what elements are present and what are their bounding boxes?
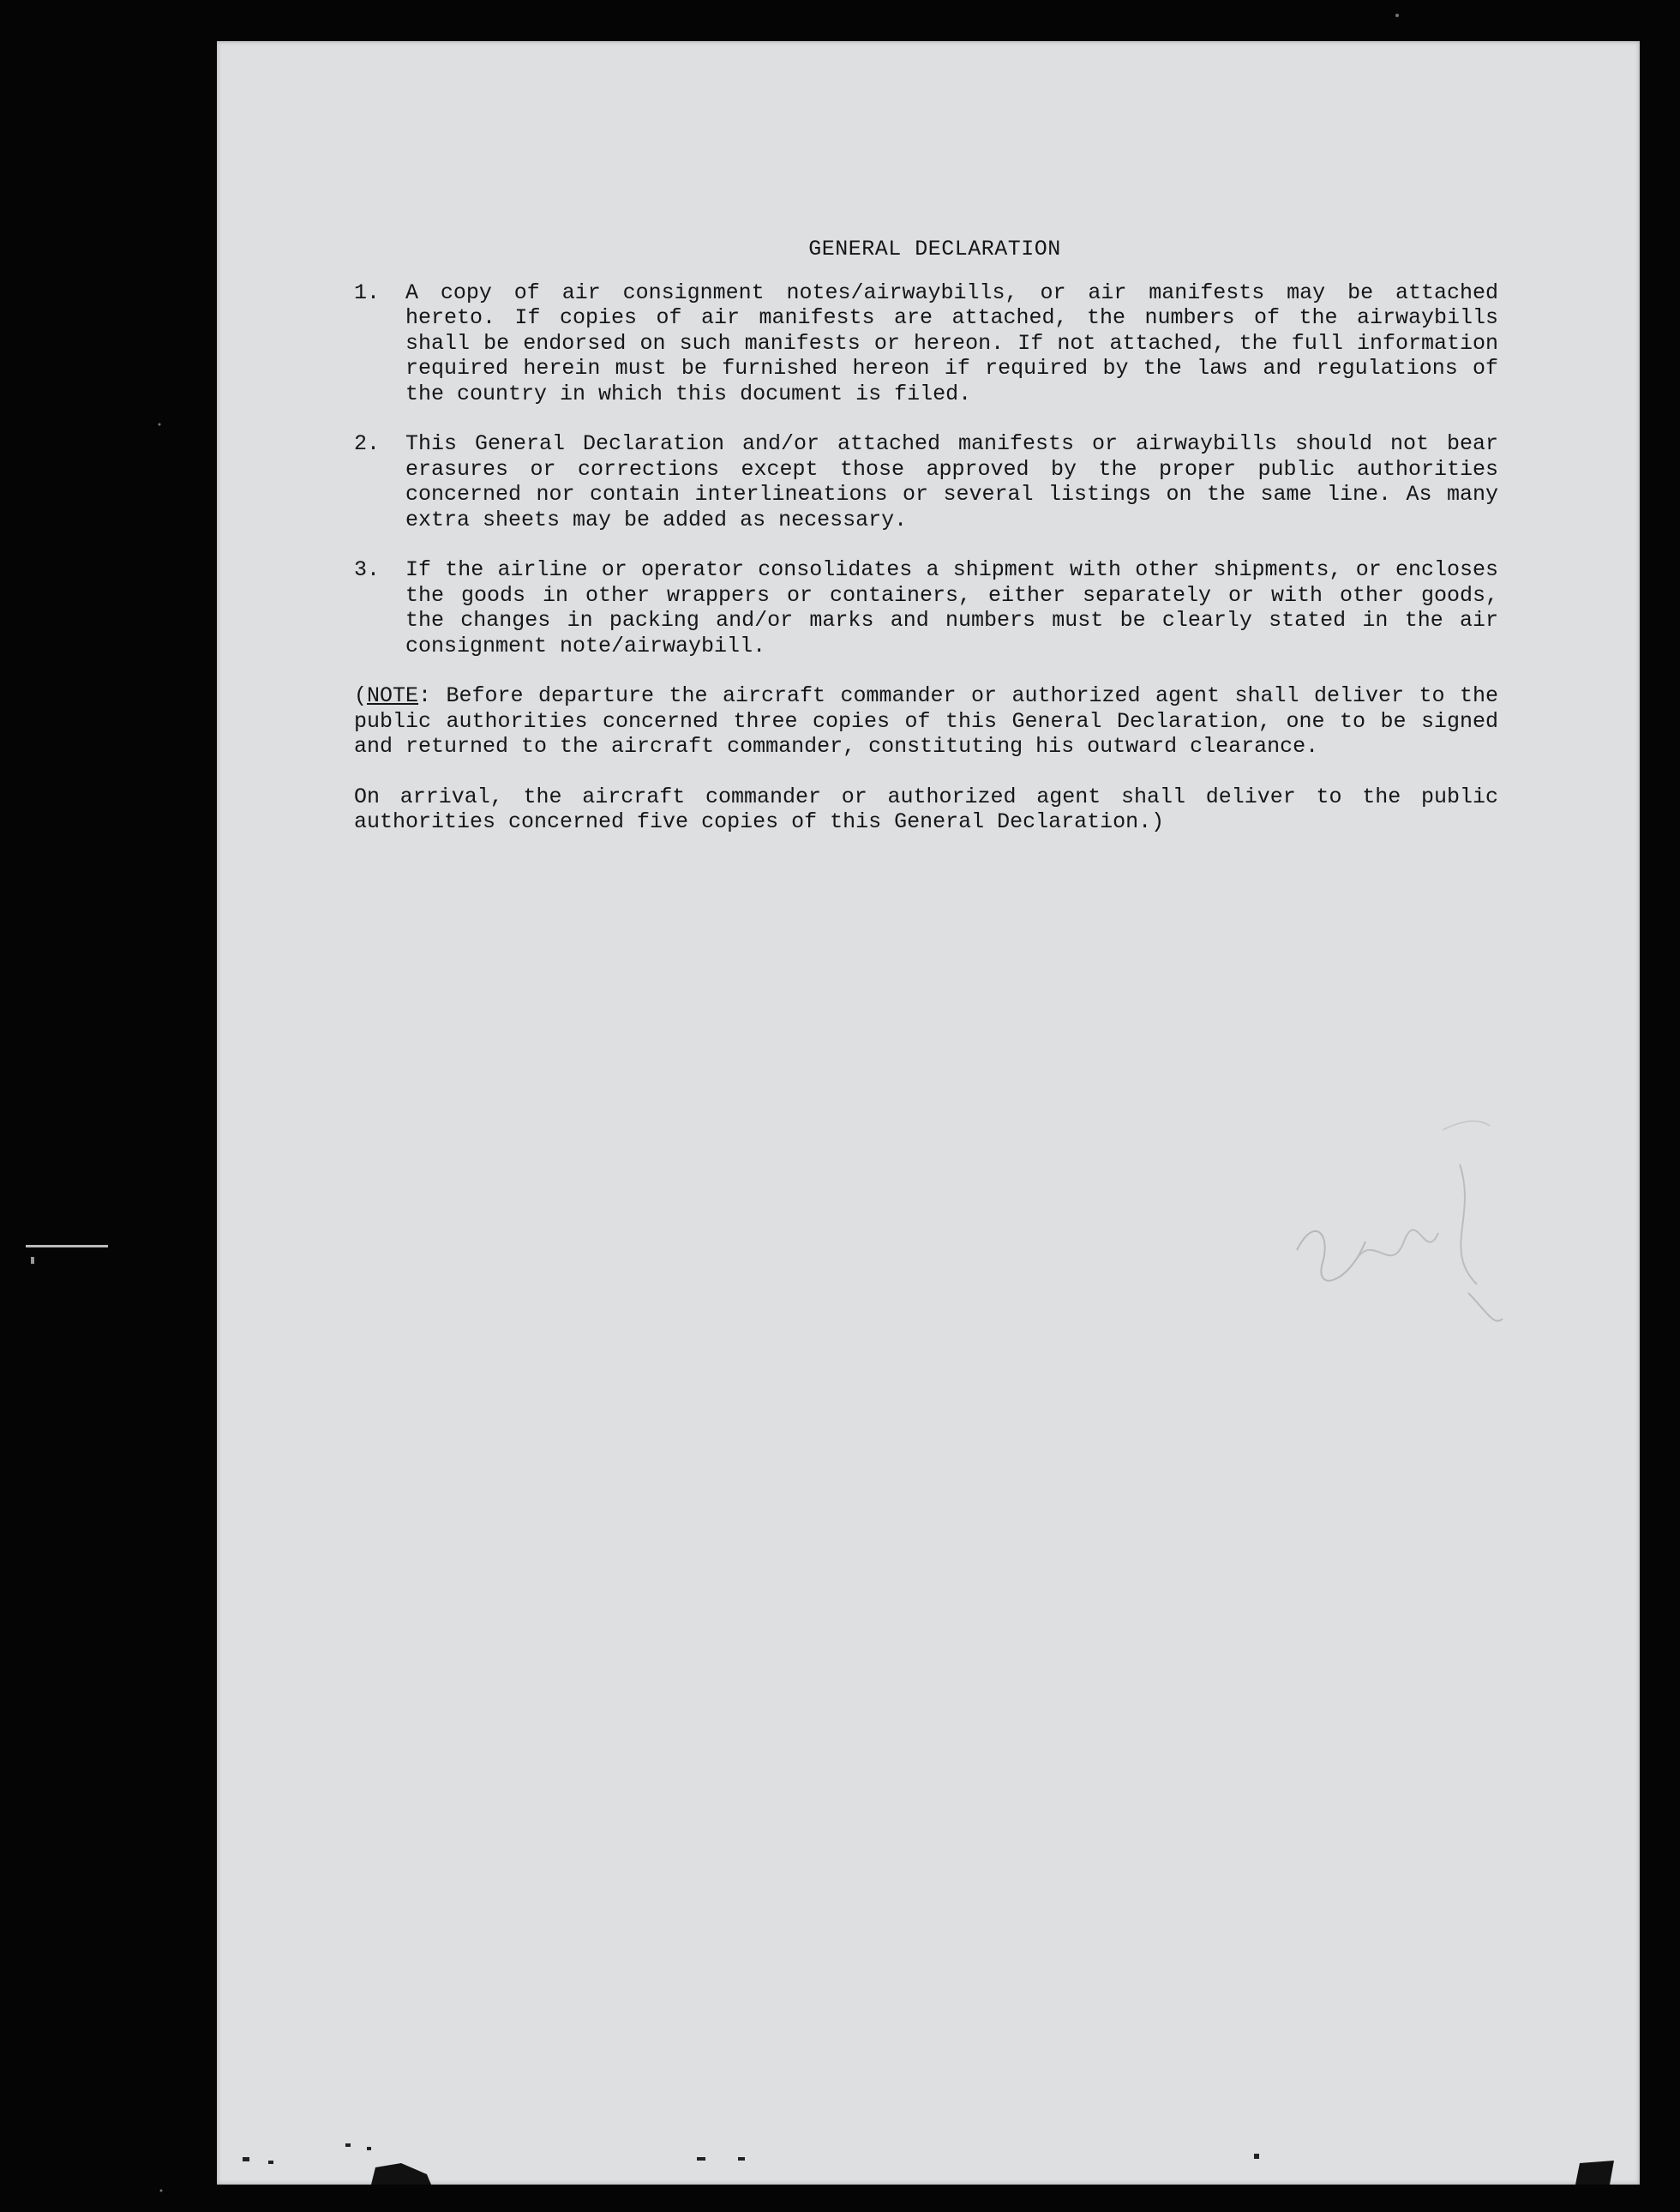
document-body <box>354 237 1498 860</box>
item-text: This General Declaration and/or attached manifests or airwaybills should not bear erasures or corrections except those approved by the proper public authorities concerned nor contain interlineations or several listings on the same line. As many extra sheets may be added as necessary. <box>405 431 1498 532</box>
list-item-2 <box>354 431 1498 532</box>
document-title: GENERAL DECLARATION <box>808 237 1061 261</box>
note-open-paren: ( <box>354 683 368 708</box>
document-sheet <box>217 41 1640 2185</box>
list-item-3 <box>354 557 1498 658</box>
item-number: 1. <box>354 280 381 305</box>
faded-signature-mark <box>1228 1113 1554 1439</box>
item-number: 3. <box>354 557 381 582</box>
note-label: NOTE <box>367 683 419 708</box>
note-colon: : <box>418 683 432 708</box>
item-text: If the airline or operator consolidates a shipment with other shipments, or encloses the goods in other wrappers or containers, either separately or with other goods, the changes in packing and/or marks and numbers must be clearly stated in the air consignment note/airwaybill. <box>405 557 1498 658</box>
arrival-paragraph: On arrival, the aircraft commander or authorized agent shall deliver to the public authorities concerned five copies of this General Declaration.) <box>354 784 1498 834</box>
note-text: Before departure the aircraft commander or authorized agent shall deliver to the public authorities concerned three copies of this General Declaration, one to be signed and returned to the aircraft commander, constituting his outward clearance. <box>354 683 1498 759</box>
list-item-1 <box>354 280 1498 407</box>
note-paragraph <box>354 683 1498 760</box>
bottom-edge-marks <box>217 2082 1640 2185</box>
item-text: A copy of air consignment notes/airwaybills, or air manifests may be attached hereto. If copies of air manifests are attached, the numbers of the airwaybills shall be endorsed on such manifests or hereon. If not attached, the full information required herein must be furnished hereon if required by the laws and regulations of the country in which this document is filed. <box>405 280 1498 406</box>
item-number: 2. <box>354 431 381 456</box>
